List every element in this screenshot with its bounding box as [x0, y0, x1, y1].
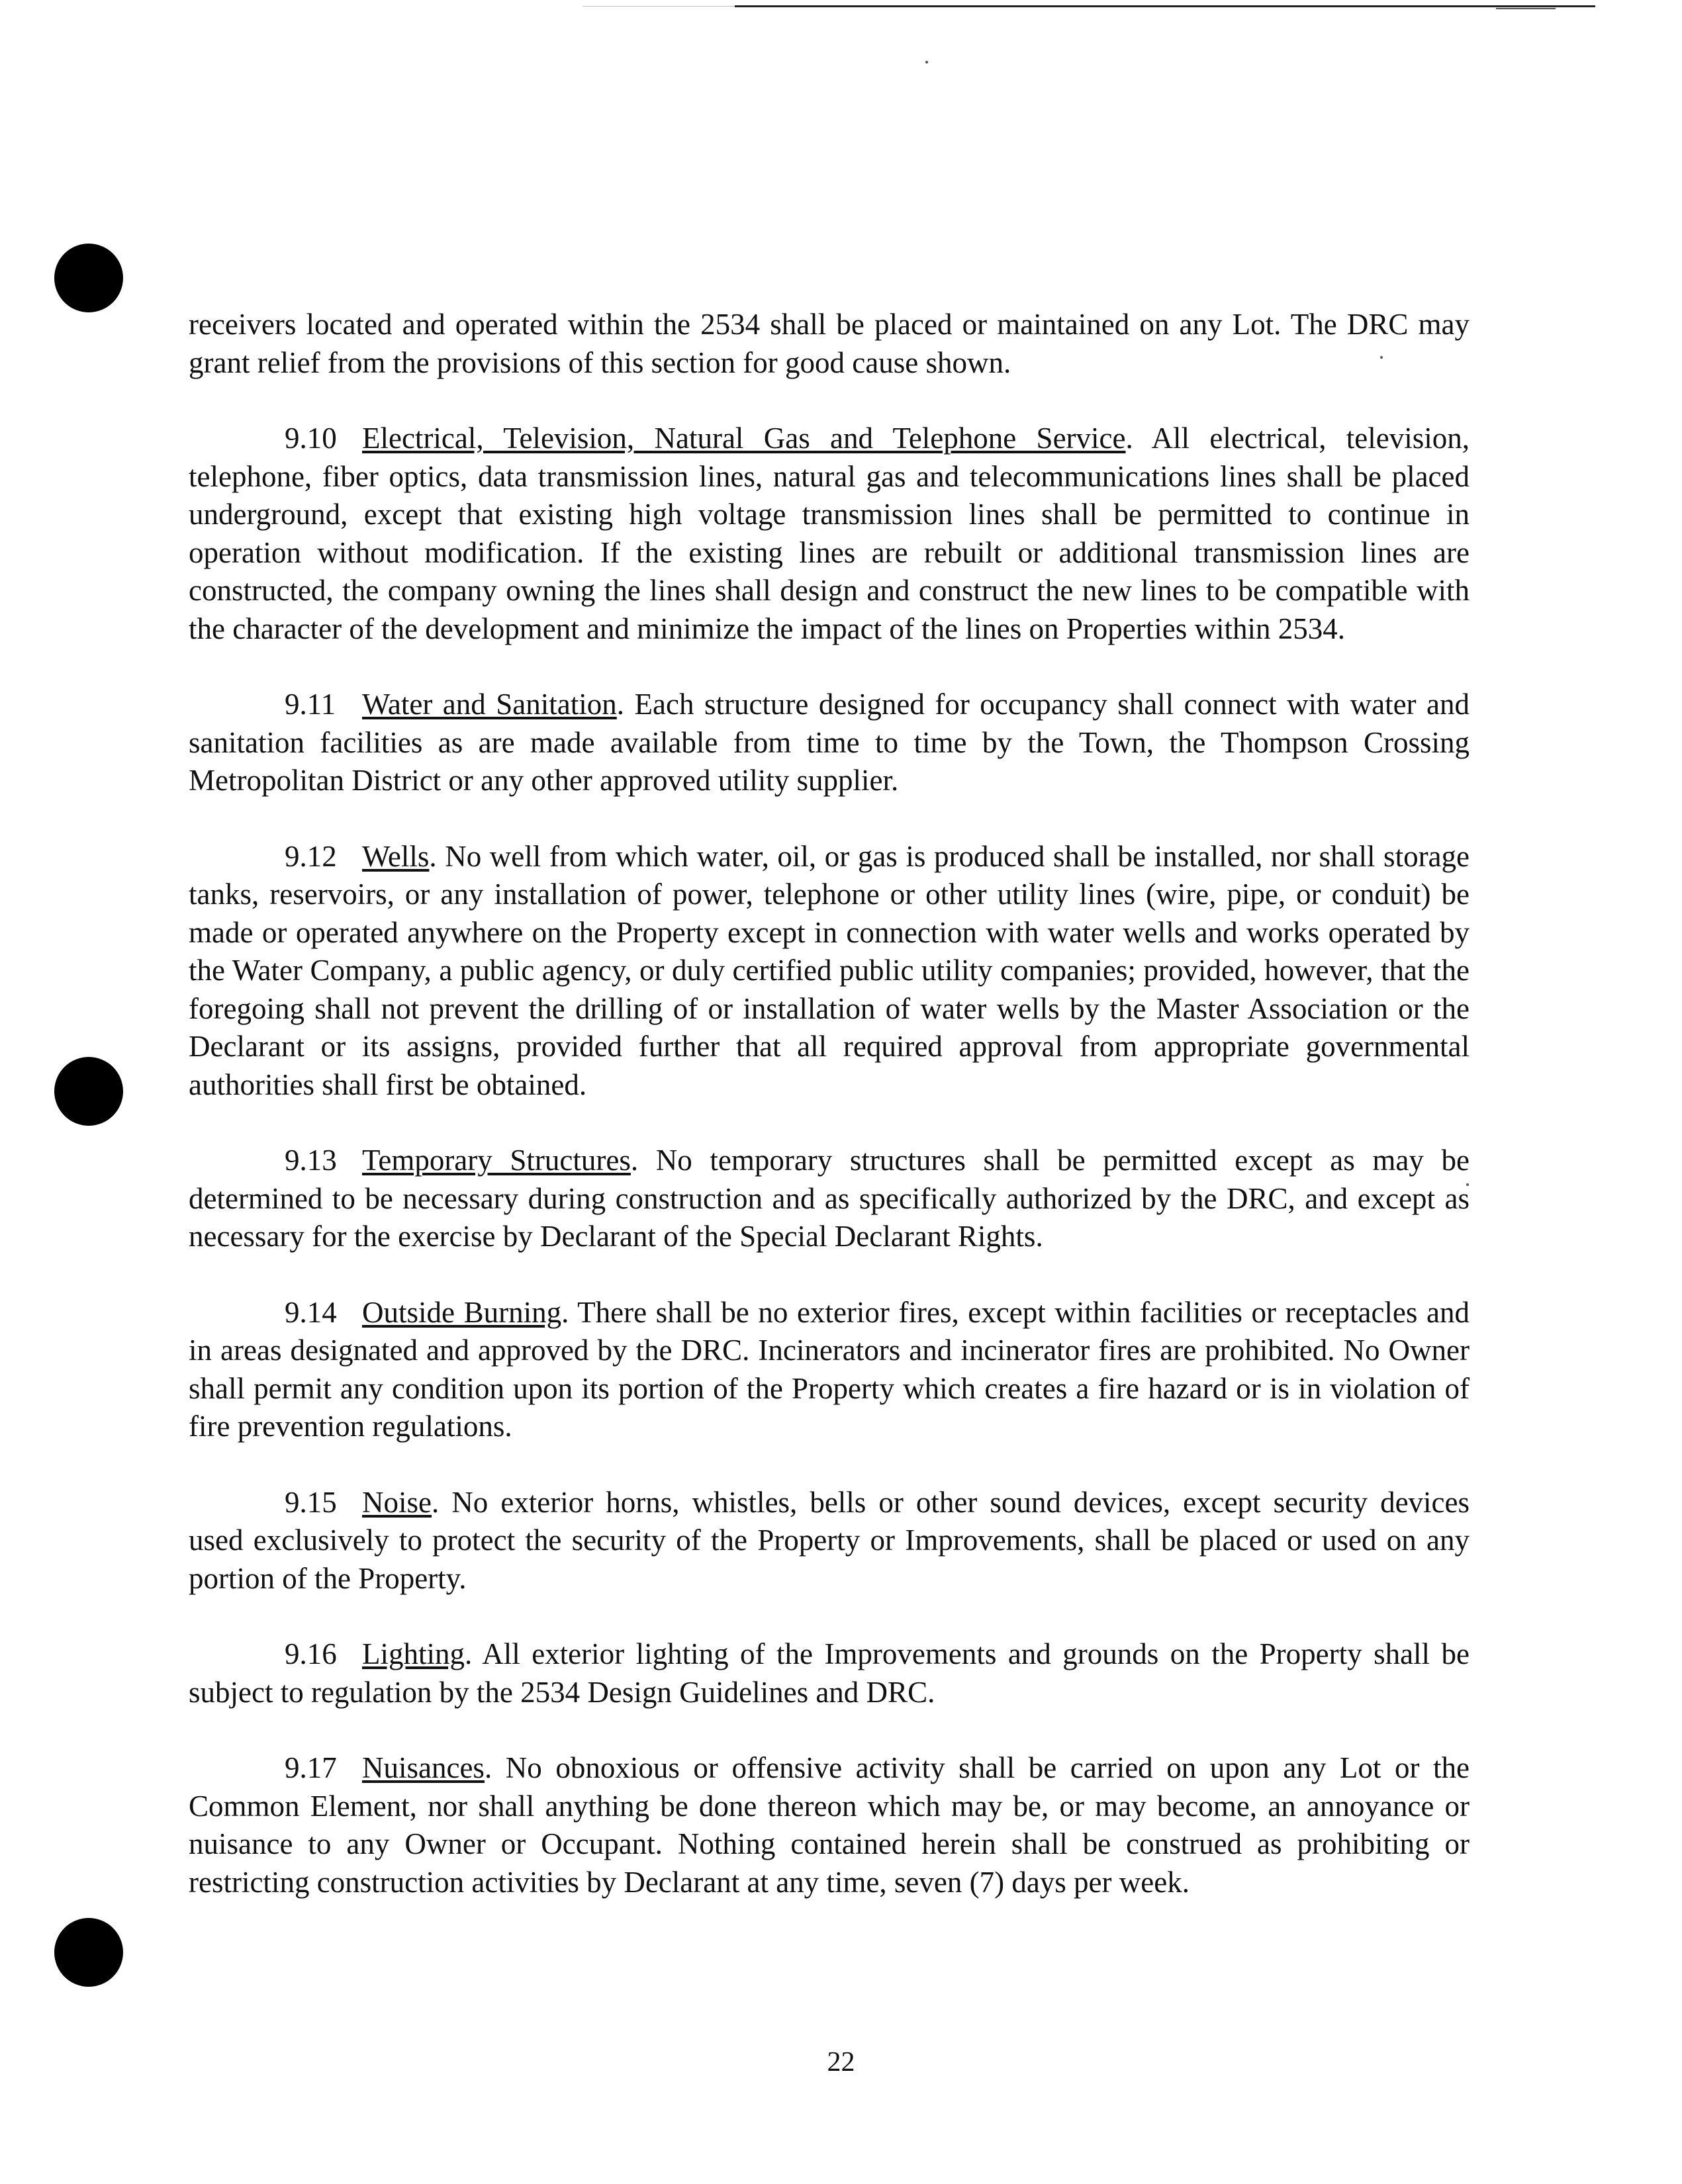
section-heading: Water and Sanitation: [362, 688, 617, 721]
section-body: . There shall be no exterior fires, except within facilities or receptacles and in areas designated and approved by the DRC. Incinerators and incinerator fires are prohibited. No Owner shall permit any condition upon its portion of the Property which creates a fire hazard or is in violation of fire prevention regulations.: [189, 1295, 1470, 1443]
punch-hole-top: [54, 244, 123, 312]
section-body: . No well from which water, oil, or gas is produced shall be installed, nor shall storage tanks, reservoirs, or any installation of power, telephone or other utility lines (wire, pipe, or conduit) be made or operated anywhere on the Property except in connection with water wells and works operated by the Water Company, a public agency, or duly certified public utility companies; provided, however, that the foregoing shall not prevent the drilling of or installation of water wells by the Master Association or the Declarant or its assigns, provided further that all required approval from appropriate governmental authorities shall first be obtained.: [189, 839, 1470, 1101]
section-number: 9.14: [285, 1295, 337, 1329]
section-heading: Outside Burning: [362, 1295, 562, 1329]
section-number: 9.15: [285, 1485, 337, 1519]
document-body: [189, 306, 1470, 1939]
section-number: 9.16: [285, 1637, 337, 1670]
section-heading: Noise: [362, 1485, 432, 1519]
scan-top-rule: [735, 5, 1595, 7]
section-number: 9.11: [285, 688, 336, 721]
section-9-17: [189, 1749, 1470, 1901]
section-heading: Temporary Structures: [362, 1144, 631, 1177]
section-9-14: [189, 1294, 1470, 1446]
section-9-12: [189, 838, 1470, 1105]
punch-hole-middle: [54, 1057, 123, 1126]
scan-top-rule-faint: [583, 6, 735, 7]
section-9-16: [189, 1635, 1470, 1711]
section-heading: Wells: [362, 839, 430, 873]
section-9-10: [189, 420, 1470, 648]
section-body: . All electrical, television, telephone, fiber optics, data transmission lines, natural gas and telecommunications lines shall be placed underground, except that existing high voltage transmission lines shall be permitted to continue in operation without modification. If the existing lines are rebuilt or additional transmission lines are constructed, the company owning the lines shall design and construct the new lines to be compatible with the character of the development and minimize the impact of the lines on Properties within 2534.: [189, 422, 1470, 645]
section-heading: Electrical, Television, Natural Gas and Telephone Service: [362, 422, 1126, 455]
section-body: . All exterior lighting of the Improvements and grounds on the Property shall be subject to regulation by the 2534 Design Guidelines and DRC.: [189, 1637, 1470, 1709]
section-body: . No obnoxious or offensive activity shall be carried on upon any Lot or the Common Element, nor shall anything be done thereon which may be, or may become, an annoyance or nuisance to any Owner or Occupant. Nothing contained herein shall be construed as prohibiting or restricting construction activities by Declarant at any time, seven (7) days per week.: [189, 1751, 1470, 1899]
opening-paragraph: receivers located and operated within the 2534 shall be placed or maintained on any Lot. The DRC may grant relief from the provisions of this section for good cause shown.: [189, 308, 1470, 379]
punch-hole-bottom: [54, 1918, 123, 1987]
section-9-15: [189, 1484, 1470, 1598]
section-9-11: [189, 686, 1470, 800]
section-number: 9.17: [285, 1751, 337, 1784]
section-body: . Each structure designed for occupancy shall connect with water and sanitation facilities as are made available from time to time by the Town, the Thompson Crossing Metropolitan District or any other approved utility supplier.: [189, 688, 1470, 797]
page-number: 22: [827, 2047, 855, 2077]
section-number: 9.12: [285, 839, 337, 873]
section-heading: Nuisances: [362, 1751, 485, 1784]
section-9-13: [189, 1142, 1470, 1256]
section-number: 9.13: [285, 1144, 337, 1177]
section-body: . No temporary structures shall be permitted except as may be determined to be necessary during construction and as specifically authorized by the DRC, and except as necessary for the exercise by Declarant of the Special Declarant Rights.: [189, 1144, 1470, 1253]
section-heading: Lighting: [362, 1637, 465, 1670]
section-number: 9.10: [285, 422, 337, 455]
scan-top-rule-right: [1496, 8, 1556, 9]
section-body: . No exterior horns, whistles, bells or other sound devices, except security devices used exclusively to protect the security of the Property or Improvements, shall be placed or used on any portion of the Property.: [189, 1485, 1470, 1595]
scan-speck: [925, 61, 928, 64]
